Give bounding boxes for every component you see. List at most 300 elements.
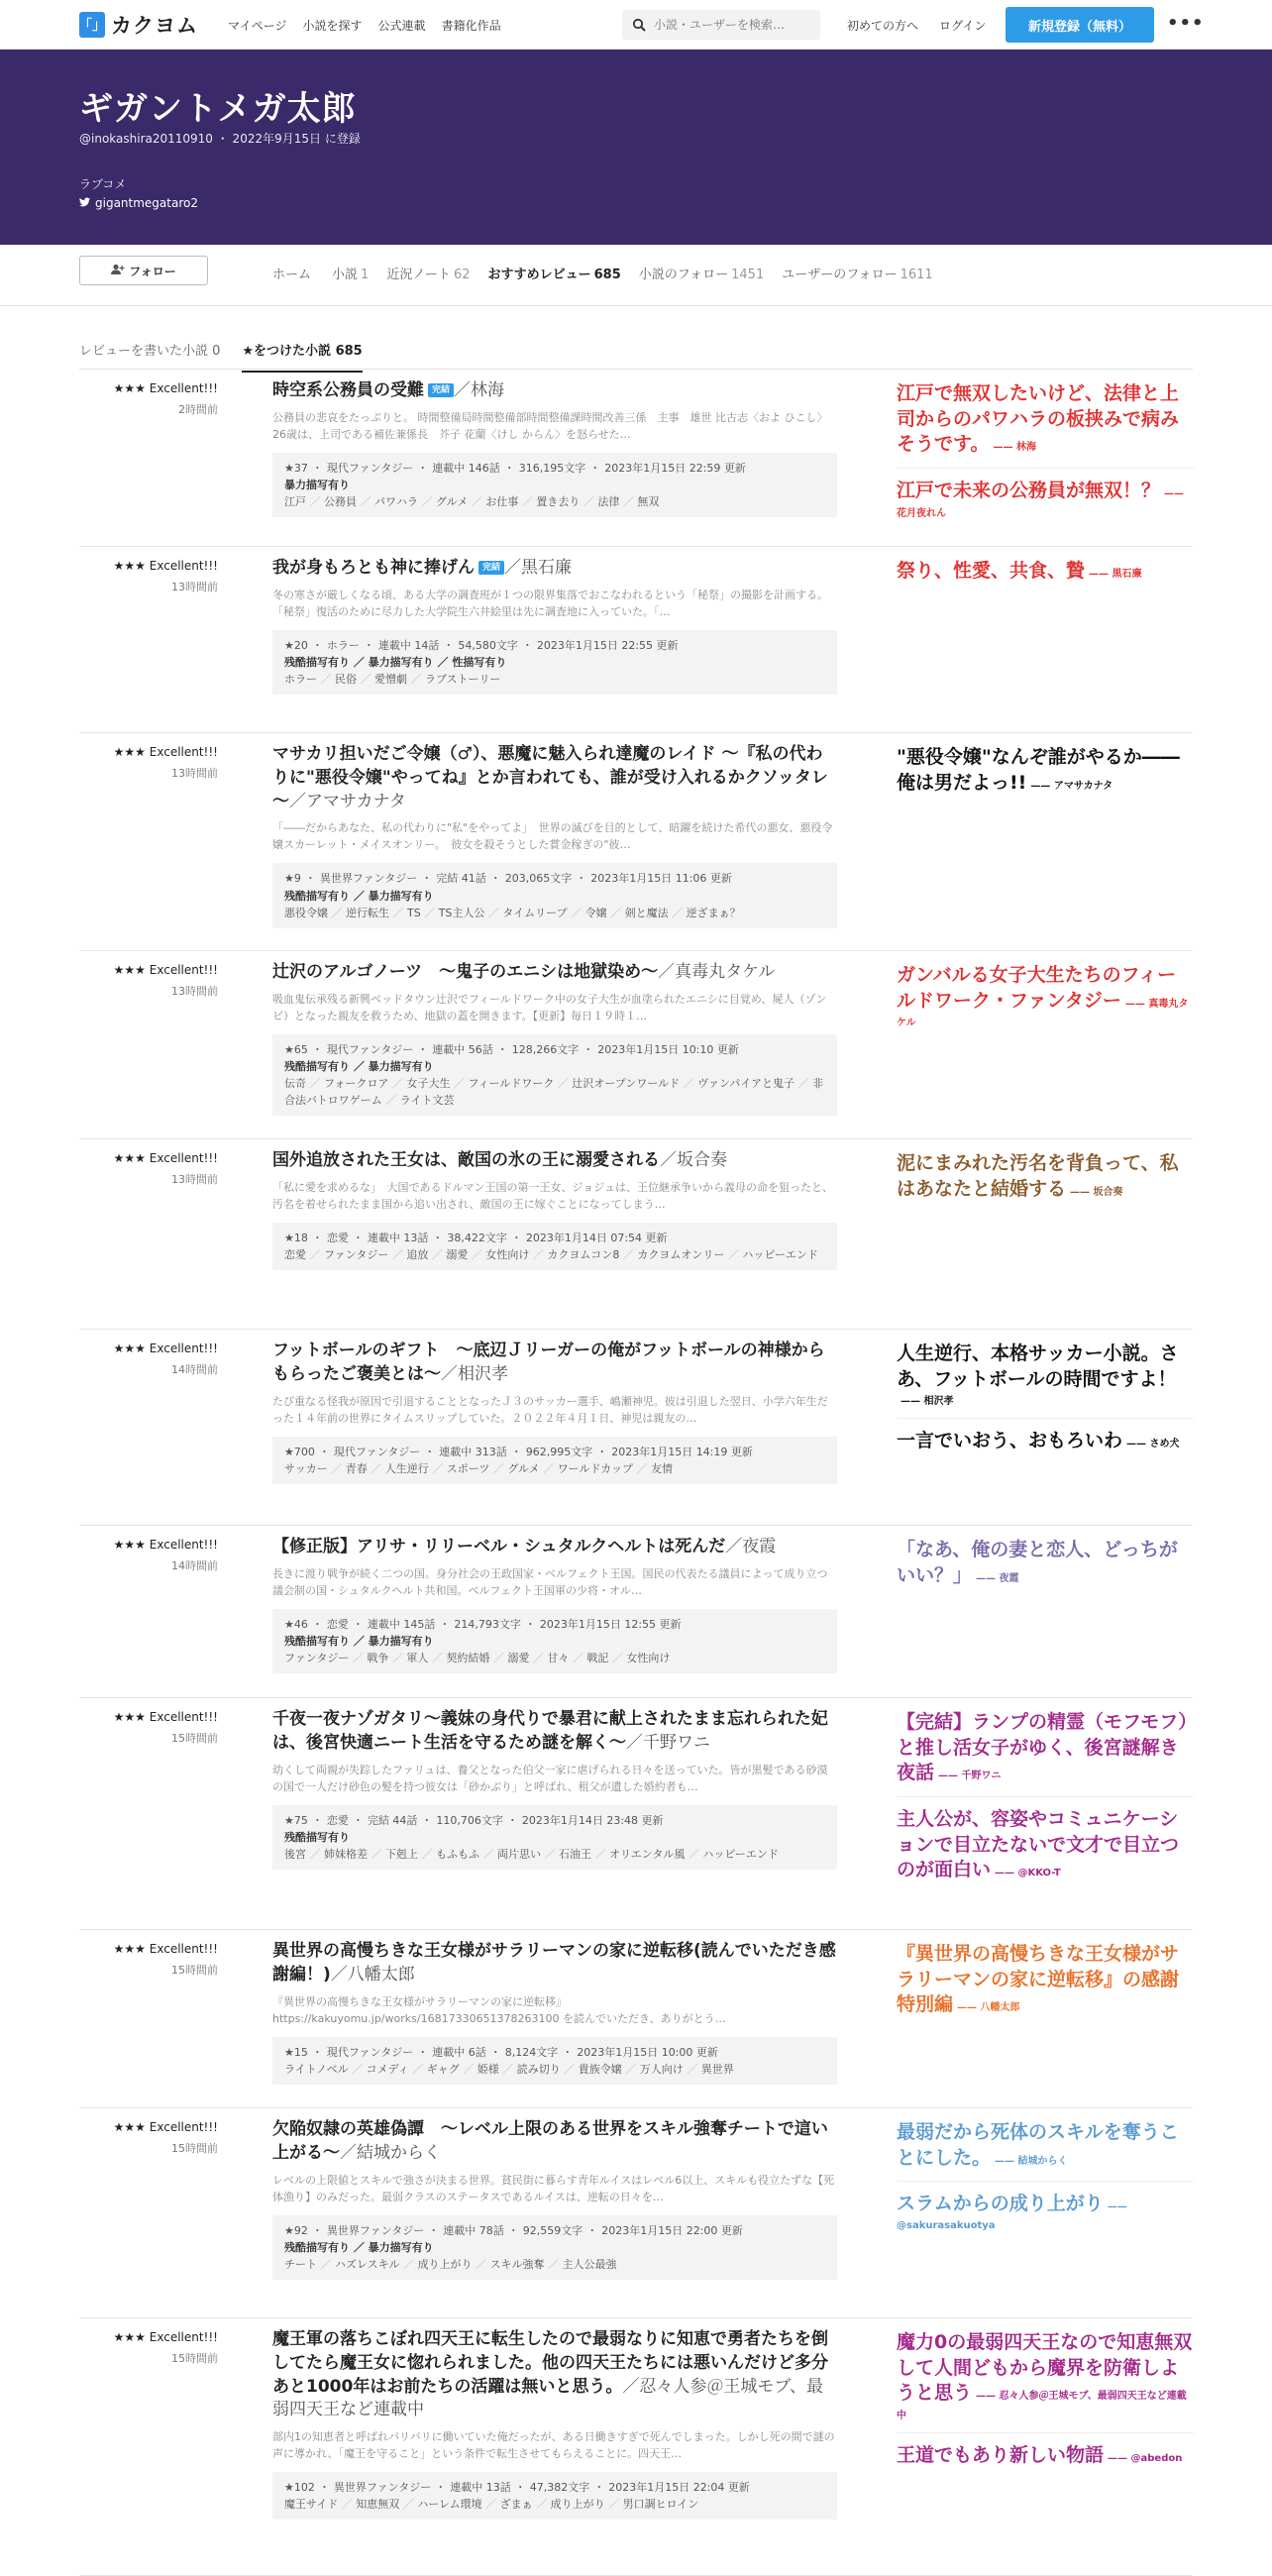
- nav-official[interactable]: 公式連載: [377, 19, 426, 33]
- work-meta-line: ★75 ・ 恋愛 ・ 完結 44話 ・ 110,706文字 ・ 2023年1月14日 23:48 更新: [284, 1813, 664, 1827]
- first-time-link[interactable]: 初めての方へ: [847, 19, 919, 33]
- tag-link[interactable]: 男口調ヒロイン: [622, 2498, 699, 2512]
- follow-label: フォロー: [129, 264, 176, 278]
- tag-link[interactable]: ハーレム環境: [417, 2498, 482, 2512]
- tag-link[interactable]: コメディ: [366, 2062, 409, 2076]
- catchphrase-text: "悪役令嬢"なんぞ誰がやるか――俺は男だよっ!!: [897, 746, 1180, 794]
- work-title-link[interactable]: [272, 557, 837, 581]
- work-card: [272, 961, 837, 1116]
- catchphrase-author: —— 夜霞: [976, 1573, 1018, 1584]
- tag-list: サッカー ／ 青春 ／ 人生逆行 ／ スポーツ ／ グルメ ／ ワールドカップ ／ 友情: [284, 1461, 674, 1475]
- tag-link[interactable]: 置き去り: [536, 494, 581, 508]
- catchphrase-item[interactable]: [897, 479, 1194, 530]
- nav-find-novels[interactable]: 小説を探す: [302, 19, 363, 33]
- catchphrase-text: 『異世界の高慢ちきな王女様がサラリーマンの家に逆転移』の感謝特別編: [897, 1943, 1180, 2016]
- tag-link[interactable]: ハズレスキル: [335, 2257, 400, 2271]
- status-badge: 完結: [478, 561, 504, 576]
- meta-item: 962,995文字: [525, 1445, 593, 1458]
- tag-link[interactable]: オリエンタル風: [609, 1847, 686, 1861]
- meta-item: 54,580文字: [458, 638, 518, 652]
- tag-link[interactable]: 下剋上: [385, 1847, 418, 1861]
- review-row: [79, 2108, 1193, 2318]
- catchphrase-author: —— アマサカナタ: [1030, 781, 1113, 792]
- more-menu-icon[interactable]: •••: [1167, 13, 1205, 34]
- catchphrase-column: [897, 1710, 1194, 1903]
- work-author[interactable]: ／真毒丸タケル: [658, 962, 776, 982]
- tag-link[interactable]: ファンタジー: [284, 1651, 350, 1664]
- nav-books[interactable]: 書籍化作品: [441, 19, 501, 33]
- work-card: [272, 379, 837, 517]
- meta-item: ★65: [284, 1042, 308, 1056]
- star-rating: ★★★ Excellent!!!: [113, 1942, 218, 1956]
- status-badge: 完結: [428, 383, 454, 398]
- work-meta-box: [272, 863, 837, 927]
- tag-link[interactable]: 伝奇: [284, 1076, 306, 1090]
- tag-link[interactable]: 成り上がり: [550, 2498, 605, 2512]
- catchphrase-item[interactable]: [897, 2330, 1194, 2433]
- catchphrase-item[interactable]: [897, 1151, 1194, 1212]
- star-rating: ★★★ Excellent!!!: [113, 2330, 218, 2344]
- meta-item: ★46: [284, 1617, 308, 1631]
- tag-link[interactable]: 悪役令嬢: [284, 906, 328, 919]
- work-title-link[interactable]: [272, 743, 837, 813]
- work-title: 魔王軍の落ちこぼれ四天王に転生したので最弱なりに知恵で勇者たちを倒してたら魔王女に惚れられました。他の四天王たちには悪いんだけど多分あと1000年はお前たちの活躍は無いと思う。: [272, 2329, 828, 2397]
- tag-link[interactable]: お仕事: [485, 494, 519, 508]
- tag-link[interactable]: ギャグ: [426, 2062, 460, 2076]
- review-row: [79, 547, 1193, 733]
- content-warnings: 残酷描写有り ／ 暴力描写有り: [284, 2240, 434, 2254]
- work-meta-line: ★18 ・ 恋愛 ・ 連載中 13話 ・ 38,422文字 ・ 2023年1月14日 07:54 更新: [284, 1231, 668, 1244]
- meta-item: 2023年1月15日 22:04 更新: [608, 2481, 750, 2495]
- tag-link[interactable]: 追放: [406, 1247, 429, 1261]
- tag-link[interactable]: 溺愛: [507, 1651, 530, 1664]
- catchphrase-item[interactable]: [897, 1538, 1194, 1598]
- meta-item: 2023年1月15日 22:59 更新: [604, 461, 746, 475]
- tag-link[interactable]: 契約結婚: [446, 1651, 490, 1664]
- work-title-link[interactable]: [272, 1340, 837, 1387]
- tag-link[interactable]: 剣と魔法: [624, 906, 669, 919]
- review-time: 13時間前: [171, 767, 218, 780]
- tag-link[interactable]: スキル強奪: [489, 2257, 545, 2271]
- work-meta-line: ★9 ・ 異世界ファンタジー ・ 完結 41話 ・ 203,065文字 ・ 2023年1月15日 11:06 更新: [284, 872, 732, 886]
- work-description: 長きに渡り戦争が続く二つの国。身分社会の王政国家・ベルフェクト王国。国民の代表たる議員によって成り立つ議会制の国・シュタルクヘルト共和国。ベルフェクト王国軍の少将・オル…: [272, 1566, 828, 1597]
- tag-link[interactable]: タイムリープ: [502, 906, 568, 919]
- catchphrase-text: 祭り、性愛、共食、贄: [897, 560, 1086, 582]
- tag-link[interactable]: グルメ: [436, 494, 469, 508]
- tag-link[interactable]: 青春: [345, 1461, 368, 1475]
- work-description: レベルの上限値とスキルで強さが決まる世界。貧民街に暮らす青年ルイスはレベル6以上、スキルも役立たずな【死体漁り】のみだった。最弱クラスのステータスであるルイスは、逆転の日々を…: [272, 2173, 835, 2203]
- star-rating: ★★★ Excellent!!!: [113, 745, 218, 759]
- work-author[interactable]: ／忍々人参＠王城モブ、最弱四天王など連載中: [272, 2376, 823, 2420]
- meta-item: ★92: [284, 2223, 308, 2237]
- work-title: 異世界の高慢ちきな王女様がサラリーマンの家に逆転移(読んでいただき感謝編！): [272, 1941, 836, 1985]
- work-card: [272, 1340, 837, 1484]
- review-time: 13時間前: [171, 581, 218, 593]
- tabs-divider: [0, 305, 1272, 306]
- meta-item: ★20: [284, 638, 308, 652]
- tag-link[interactable]: 戦記: [586, 1651, 609, 1664]
- work-description: 吸血鬼伝承残る新興ベッドタウン辻沢でフィールドワーク中の女子大生が血塗られたエニシに目覚め、屍人（ゾンビ）となった親友を救うため、地獄の蓋を開きます。【更新】毎日１９時１…: [272, 992, 827, 1022]
- work-card: [272, 1708, 837, 1870]
- catchphrase-text: 江戸で未来の公務員が無双！？: [897, 479, 1161, 501]
- tag-link[interactable]: 戦争: [367, 1651, 389, 1664]
- tag-link[interactable]: 後宮: [284, 1847, 306, 1861]
- work-meta-box: [272, 453, 837, 517]
- catchphrase-item[interactable]: [897, 2120, 1194, 2182]
- catchphrase-column: [897, 2330, 1194, 2489]
- catchphrase-author: —— 結城からく: [995, 2156, 1067, 2167]
- tag-link[interactable]: 魔王サイド: [284, 2498, 339, 2512]
- review-row: [79, 1930, 1193, 2108]
- tag-link[interactable]: 無双: [637, 494, 660, 508]
- meta-item: 110,706文字: [436, 1813, 503, 1827]
- catchphrase-item[interactable]: [897, 1342, 1194, 1419]
- catchphrase-column: [897, 1538, 1194, 1608]
- tag-list: 魔王サイド ／ 知恵無双 ／ ハーレム環境 ／ ざまぁ ／ 成り上がり ／ 男口調ヒロイン: [284, 2498, 699, 2512]
- catchphrase-text: 【完結】ランプの精霊（モフモフ）と推し活女子がゆく、後宮謎解き夜話: [897, 1711, 1188, 1784]
- tag-link[interactable]: 逆ざまぁ？: [686, 906, 741, 919]
- tag-link[interactable]: カクヨムコン8: [547, 1247, 620, 1261]
- tag-link[interactable]: ハッピーエンド: [742, 1247, 818, 1261]
- work-title: 【修正版】アリサ・リリーベル・シュタルクヘルトは死んだ: [272, 1537, 726, 1556]
- tag-link[interactable]: 民俗: [335, 672, 357, 686]
- tag-link[interactable]: 姫様: [477, 2062, 499, 2076]
- tag-link[interactable]: ラブストーリー: [425, 672, 501, 686]
- work-meta-line: ★65 ・ 現代ファンタジー ・ 連載中 56話 ・ 128,266文字 ・ 2023年1月15日 10:10 更新: [284, 1042, 739, 1056]
- catchphrase-item[interactable]: [897, 1807, 1194, 1893]
- meta-item: 異世界ファンタジー: [319, 872, 418, 886]
- tag-link[interactable]: サッカー: [284, 1461, 328, 1475]
- work-title-link[interactable]: [272, 379, 837, 403]
- tag-link[interactable]: スポーツ: [446, 1461, 490, 1475]
- work-description: 『異世界の高慢ちきな王女様がサラリーマンの家に逆転移』 https://kakuyomu.jp/works/16817330651378263100 を読んでいただき、ありがとう…: [272, 1994, 726, 2025]
- meta-item: 2023年1月15日 22:00 更新: [601, 2223, 743, 2237]
- tag-list: ホラー ／ 民俗 ／ 愛憎劇 ／ ラブストーリー: [284, 672, 501, 686]
- work-meta-line: ★92 ・ 異世界ファンタジー ・ 連載中 78話 ・ 92,559文字 ・ 2023年1月15日 22:00 更新: [284, 2223, 743, 2237]
- logo-mark: 「」: [79, 12, 105, 38]
- meta-item: 2023年1月15日 14:19 更新: [611, 1445, 753, 1458]
- tag-link[interactable]: 愛憎劇: [374, 672, 407, 686]
- meta-item: 8,124文字: [504, 2045, 559, 2059]
- tag-link[interactable]: 江戸: [284, 494, 306, 508]
- tag-link[interactable]: 軍人: [406, 1651, 429, 1664]
- tab-novel-follows[interactable]: 小説のフォロー 1451: [638, 268, 765, 282]
- tag-link[interactable]: ワールドカップ: [557, 1461, 634, 1475]
- tag-link[interactable]: ライト文芸: [399, 1094, 455, 1108]
- tag-link[interactable]: 溺愛: [446, 1247, 469, 1261]
- review-time: 14時間前: [171, 1363, 218, 1376]
- tag-link[interactable]: 逆行転生: [346, 906, 389, 919]
- content-warnings: 残酷描写有り ／ 暴力描写有り: [284, 889, 434, 903]
- catchphrase-column: [897, 1942, 1194, 2038]
- tag-link[interactable]: 両片思い: [497, 1847, 541, 1861]
- meta-item: ★18: [284, 1231, 308, 1244]
- meta-item: 恋愛: [326, 1813, 349, 1827]
- meta-item: ★700: [284, 1445, 315, 1458]
- work-title-link[interactable]: [272, 1536, 837, 1559]
- follow-button[interactable]: [79, 256, 208, 285]
- tag-link[interactable]: フィールドワーク: [468, 1076, 555, 1090]
- meta-item: ★75: [284, 1813, 308, 1827]
- star-rating: ★★★ Excellent!!!: [113, 1342, 218, 1355]
- tag-link[interactable]: ホラー: [284, 672, 317, 686]
- tag-link[interactable]: ファンタジー: [324, 1247, 389, 1261]
- catchphrase-item[interactable]: [897, 2443, 1194, 2479]
- tag-link[interactable]: 法律: [597, 494, 620, 508]
- tag-link[interactable]: もふもふ: [436, 1847, 479, 1861]
- tag-link[interactable]: カクヨムオンリー: [637, 1247, 725, 1261]
- tag-link[interactable]: 女性向け: [485, 1247, 530, 1261]
- review-time: 15時間前: [171, 2142, 218, 2155]
- catchphrase-column: [897, 2120, 1194, 2252]
- meta-item: 異世界ファンタジー: [333, 2481, 432, 2495]
- tag-link[interactable]: TS: [407, 906, 421, 919]
- user-meta: @inokashira20110910 ・ 2022年9月15日 に登録: [79, 132, 361, 146]
- main-nav: [228, 17, 501, 34]
- work-meta-box: [272, 1223, 837, 1270]
- meta-item: ★9: [284, 872, 301, 886]
- tag-link[interactable]: 主人公最強: [562, 2257, 617, 2271]
- meta-item: 完結 44話: [367, 1813, 418, 1827]
- work-meta-box: [272, 2472, 837, 2520]
- catchphrase-text: 最弱だから死体のスキルを奪うことにした。: [897, 2121, 1179, 2169]
- work-author[interactable]: ／結城からく: [340, 2142, 441, 2163]
- work-card: [272, 743, 837, 928]
- tag-link[interactable]: 女性向け: [626, 1651, 671, 1664]
- meta-item: 2023年1月15日 10:10 更新: [597, 1042, 739, 1056]
- meta-item: 現代ファンタジー: [333, 1445, 421, 1458]
- meta-item: 現代ファンタジー: [326, 1042, 414, 1056]
- work-meta-line: ★15 ・ 現代ファンタジー ・ 連載中 6話 ・ 8,124文字 ・ 2023年1月15日 10:00 更新: [284, 2045, 718, 2059]
- work-title: 国外追放された王女は、敵国の氷の王に溺愛される: [272, 1150, 660, 1170]
- tag-list: チート ／ ハズレスキル ／ 成り上がり ／ スキル強奪 ／ 主人公最強: [284, 2257, 617, 2271]
- search-box[interactable]: [622, 10, 820, 40]
- tag-link[interactable]: ヴァンパイアと鬼子: [697, 1076, 795, 1090]
- work-card: [272, 2118, 837, 2280]
- catchphrase-author: —— 真毒丸タケル: [897, 999, 1188, 1029]
- subtab-written-reviews[interactable]: レビューを書いた小説 0: [79, 344, 221, 359]
- catchphrase-item[interactable]: [897, 559, 1194, 594]
- twitter-icon: [79, 196, 90, 210]
- user-bio: ラブコメ: [79, 177, 127, 191]
- tag-list: ファンタジー ／ 戦争 ／ 軍人 ／ 契約結婚 ／ 溺愛 ／ 甘々 ／ 戦記 ／ 女性向け: [284, 1651, 671, 1664]
- catchphrase-text: 魔力0の最弱四天王なので知恵無双して人間どもから魔界を防衛しようと思う: [897, 2331, 1193, 2405]
- work-title-link[interactable]: [272, 1149, 837, 1173]
- meta-item: 連載中 6話: [432, 2045, 486, 2059]
- signup-button[interactable]: 新規登録（無料）: [1006, 7, 1154, 43]
- work-meta-box: [272, 2037, 837, 2085]
- meta-item: 214,793文字: [454, 1617, 521, 1631]
- subtab-starred-novels[interactable]: ★をつけた小説 685: [242, 340, 362, 373]
- add-user-icon: [111, 264, 125, 278]
- work-meta-box: [272, 2215, 837, 2280]
- tag-link[interactable]: ハッピーエンド: [702, 1847, 779, 1861]
- catchphrase-author: —— 相沢孝: [901, 1396, 953, 1407]
- catchphrase-author: —— 千野ワニ: [938, 1771, 1001, 1781]
- work-meta-box: [272, 1437, 837, 1484]
- work-meta-line: ★102 ・ 異世界ファンタジー ・ 連載中 13話 ・ 47,382文字 ・ 2023年1月15日 22:04 更新: [284, 2481, 750, 2495]
- tag-link[interactable]: グルメ: [507, 1461, 540, 1475]
- work-title: 我が身もろとも神に捧げん: [272, 558, 475, 578]
- nav-mypage[interactable]: マイページ: [228, 19, 287, 33]
- meta-item: 連載中 78話: [443, 2223, 504, 2237]
- catchphrase-item[interactable]: [897, 1429, 1194, 1464]
- tab-notes[interactable]: 近況ノート 62: [386, 268, 471, 282]
- review-time: 14時間前: [171, 1559, 218, 1572]
- review-time: 15時間前: [171, 1964, 218, 1977]
- work-meta-line: ★700 ・ 現代ファンタジー ・ 連載中 313話 ・ 962,995文字 ・ 2023年1月15日 14:19 更新: [284, 1445, 753, 1458]
- meta-item: 2023年1月15日 11:06 更新: [590, 872, 732, 886]
- work-meta-box: [272, 630, 837, 695]
- profile-tabs: [272, 264, 933, 282]
- catchphrase-text: 江戸で無双したいけど、法律と上司からのパワハラの板挟みで病みそうです。: [897, 382, 1180, 456]
- review-row: [79, 1139, 1193, 1330]
- work-author[interactable]: ／八幡太郎: [330, 1964, 415, 1985]
- catchphrase-item[interactable]: [897, 963, 1194, 1039]
- catchphrase-author: —— 黒石廉: [1089, 569, 1141, 580]
- content-warnings: 残酷描写有り: [284, 1830, 350, 1844]
- content-warnings: 暴力描写有り: [284, 478, 350, 491]
- tag-link[interactable]: 辻沢オープンワールド: [572, 1076, 681, 1090]
- meta-item: 92,559文字: [522, 2223, 583, 2237]
- twitter-link[interactable]: [79, 196, 198, 210]
- work-title-link[interactable]: [272, 2118, 837, 2166]
- work-title-link[interactable]: [272, 2328, 837, 2422]
- tag-list: ライトノベル ／ コメディ ／ ギャグ ／ 姫様 ／ 読み切り ／ 貴族令嬢 ／ 万人向け ／ 異世界: [284, 2062, 734, 2076]
- catchphrase-text: ガンバルる女子大生たちのフィールドワーク・ファンタジー: [897, 964, 1177, 1012]
- meta-item: 連載中 313話: [439, 1445, 507, 1458]
- work-title-link[interactable]: [272, 1708, 837, 1756]
- catchphrase-item[interactable]: [897, 2192, 1194, 2242]
- meta-item: 連載中 13話: [367, 1231, 429, 1244]
- catchphrase-text: 一言でいおう、おもろいわ: [897, 1430, 1123, 1452]
- star-rating: ★★★ Excellent!!!: [113, 1151, 218, 1165]
- top-header: [0, 0, 1272, 50]
- tag-link[interactable]: 知恵無双: [356, 2498, 400, 2512]
- tag-link[interactable]: 恋愛: [284, 1247, 306, 1261]
- meta-item: 2023年1月14日 23:48 更新: [521, 1813, 664, 1827]
- work-author[interactable]: ／千野ワニ: [626, 1732, 710, 1753]
- work-card: [272, 2328, 837, 2520]
- tag-link[interactable]: 人生逆行: [384, 1461, 429, 1475]
- profile-banner: [0, 50, 1272, 245]
- catchphrase-author: —— さめ犬: [1126, 1439, 1179, 1449]
- tag-link[interactable]: 貴族令嬢: [578, 2062, 622, 2076]
- work-title: 時空系公務員の受難: [272, 380, 424, 400]
- review-time: 13時間前: [171, 1173, 218, 1186]
- tag-link[interactable]: ライトノベル: [284, 2062, 349, 2076]
- work-description: 「私に愛を求めるな」 大国であるドルマン王国の第一王女、ジョジュは、王位継承争いから義母の命を狙ったと、汚名を着せられたまま国から追い出され、敵国の王に嫁ぐことになってしまう…: [272, 1180, 834, 1211]
- tag-link[interactable]: 読み切り: [516, 2062, 561, 2076]
- review-time: 13時間前: [171, 985, 218, 998]
- tag-link[interactable]: 異世界: [700, 2062, 734, 2076]
- user-name: ギガントメガ太郎: [79, 89, 357, 129]
- work-author[interactable]: ／アマサカナタ: [289, 791, 406, 811]
- tab-novels[interactable]: 小説 1: [332, 268, 370, 282]
- tag-link[interactable]: 甘々: [547, 1651, 570, 1664]
- catchphrase-column: [897, 381, 1194, 540]
- tag-link[interactable]: 非合法バトロワゲーム: [284, 1076, 823, 1108]
- site-logo[interactable]: [79, 12, 198, 38]
- work-author[interactable]: ／相沢孝: [441, 1363, 508, 1384]
- work-card: [272, 1149, 837, 1270]
- tag-link[interactable]: チート: [284, 2257, 317, 2271]
- meta-item: 2023年1月14日 07:54 更新: [525, 1231, 668, 1244]
- tag-link[interactable]: 女子大生: [406, 1076, 451, 1090]
- meta-item: 現代ファンタジー: [326, 2045, 414, 2059]
- meta-item: 連載中 13話: [450, 2481, 511, 2495]
- review-row: [79, 1330, 1193, 1526]
- work-author[interactable]: ／夜霞: [725, 1537, 777, 1556]
- tag-link[interactable]: TS主人公: [438, 906, 485, 919]
- tag-link[interactable]: フォークロア: [324, 1076, 389, 1090]
- login-link[interactable]: ログイン: [939, 19, 987, 33]
- tag-link[interactable]: 成り上がり: [417, 2257, 473, 2271]
- work-title: フットボールのギフト ～底辺Ｊリーガーの俺がフットボールの神様からもらったご褒美とは～: [272, 1341, 825, 1384]
- work-description: たび重なる怪我が原因で引退することとなったＪ３のサッカー選手、嶋瀬神児。彼は引退した翌日、小学六年生だった１４年前の世界にタイムスリップしていた。２０２２年４月１日、神児は親友の…: [272, 1394, 828, 1425]
- review-row: [79, 1526, 1193, 1698]
- catchphrase-item[interactable]: [897, 745, 1194, 805]
- catchphrase-text: スラムからの成り上がり: [897, 2193, 1104, 2215]
- tag-link[interactable]: 万人向け: [639, 2062, 684, 2076]
- tag-link[interactable]: ざまぁ: [499, 2498, 533, 2512]
- tab-home[interactable]: ホーム: [272, 268, 312, 282]
- catchphrase-author: —— @KKO-T: [995, 1868, 1061, 1878]
- meta-item: 連載中 14話: [377, 638, 440, 652]
- catchphrase-item[interactable]: [897, 1942, 1194, 2028]
- work-meta-box: [272, 1805, 837, 1870]
- tag-link[interactable]: 公務員: [324, 494, 357, 508]
- review-time: 15時間前: [171, 2352, 218, 2365]
- tab-user-follows[interactable]: ユーザーのフォロー 1611: [782, 268, 933, 282]
- star-rating: ★★★ Excellent!!!: [113, 2120, 218, 2134]
- meta-item: 恋愛: [326, 1617, 349, 1631]
- review-row: [79, 951, 1193, 1139]
- review-time: 15時間前: [171, 1732, 218, 1745]
- star-rating: ★★★ Excellent!!!: [113, 963, 218, 977]
- work-author[interactable]: ／坂合奏: [660, 1150, 727, 1170]
- meta-item: ★102: [284, 2481, 315, 2495]
- tag-link[interactable]: 令嬢: [584, 906, 607, 919]
- tag-link[interactable]: パワハラ: [374, 494, 418, 508]
- logo-text: カクヨム: [111, 14, 198, 38]
- content-warnings: 残酷描写有り ／ 暴力描写有り: [284, 1634, 434, 1648]
- tag-link[interactable]: 石油王: [559, 1847, 591, 1861]
- star-rating: ★★★ Excellent!!!: [113, 1538, 218, 1552]
- meta-item: ★37: [284, 461, 308, 475]
- catchphrase-text: 人生逆行、本格サッカー小説。さあ、フットボールの時間ですよ！: [897, 1342, 1179, 1390]
- tag-list: 江戸 ／ 公務員 ／ パワハラ ／ グルメ ／ お仕事 ／ 置き去り ／ 法律 ／ 無双: [284, 494, 660, 508]
- work-title-link[interactable]: [272, 1940, 837, 1987]
- tag-link[interactable]: 友情: [651, 1461, 674, 1475]
- work-meta-line: ★20 ・ ホラー ・ 連載中 14話 ・ 54,580文字 ・ 2023年1月15日 22:55 更新: [284, 638, 679, 652]
- tag-list: 後宮 ／ 姉妹格差 ／ 下剋上 ／ もふもふ ／ 両片思い ／ 石油王 ／ オリエンタル風 ／ ハッピーエンド: [284, 1847, 779, 1861]
- catchphrase-item[interactable]: [897, 381, 1194, 469]
- work-title-link[interactable]: [272, 961, 837, 985]
- catchphrase-column: [897, 1151, 1194, 1222]
- tag-link[interactable]: 姉妹格差: [324, 1847, 368, 1861]
- work-author[interactable]: ／林海: [454, 380, 505, 400]
- tab-reviews[interactable]: おすすめレビュー 685: [487, 268, 621, 282]
- catchphrase-text: 主人公が、容姿やコミュニケーションで目立たないで文才で目立つのが面白い: [897, 1807, 1180, 1881]
- search-input[interactable]: [654, 18, 812, 32]
- meta-item: 2023年1月15日 10:00 更新: [577, 2045, 718, 2059]
- work-author[interactable]: ／黒石廉: [504, 558, 573, 578]
- meta-item: 連載中 56話: [432, 1042, 493, 1056]
- work-description: 部内1の知恵者と呼ばれバリバリに働いていた俺だったが、ある日働きすぎで死んでしまった。しかし死の間で謎の声に導かれ、「魔王を守ること」という条件で転生させてもらえることに。四天王…: [272, 2430, 835, 2461]
- meta-item: 128,266文字: [511, 1042, 580, 1056]
- catchphrase-item[interactable]: [897, 1710, 1194, 1797]
